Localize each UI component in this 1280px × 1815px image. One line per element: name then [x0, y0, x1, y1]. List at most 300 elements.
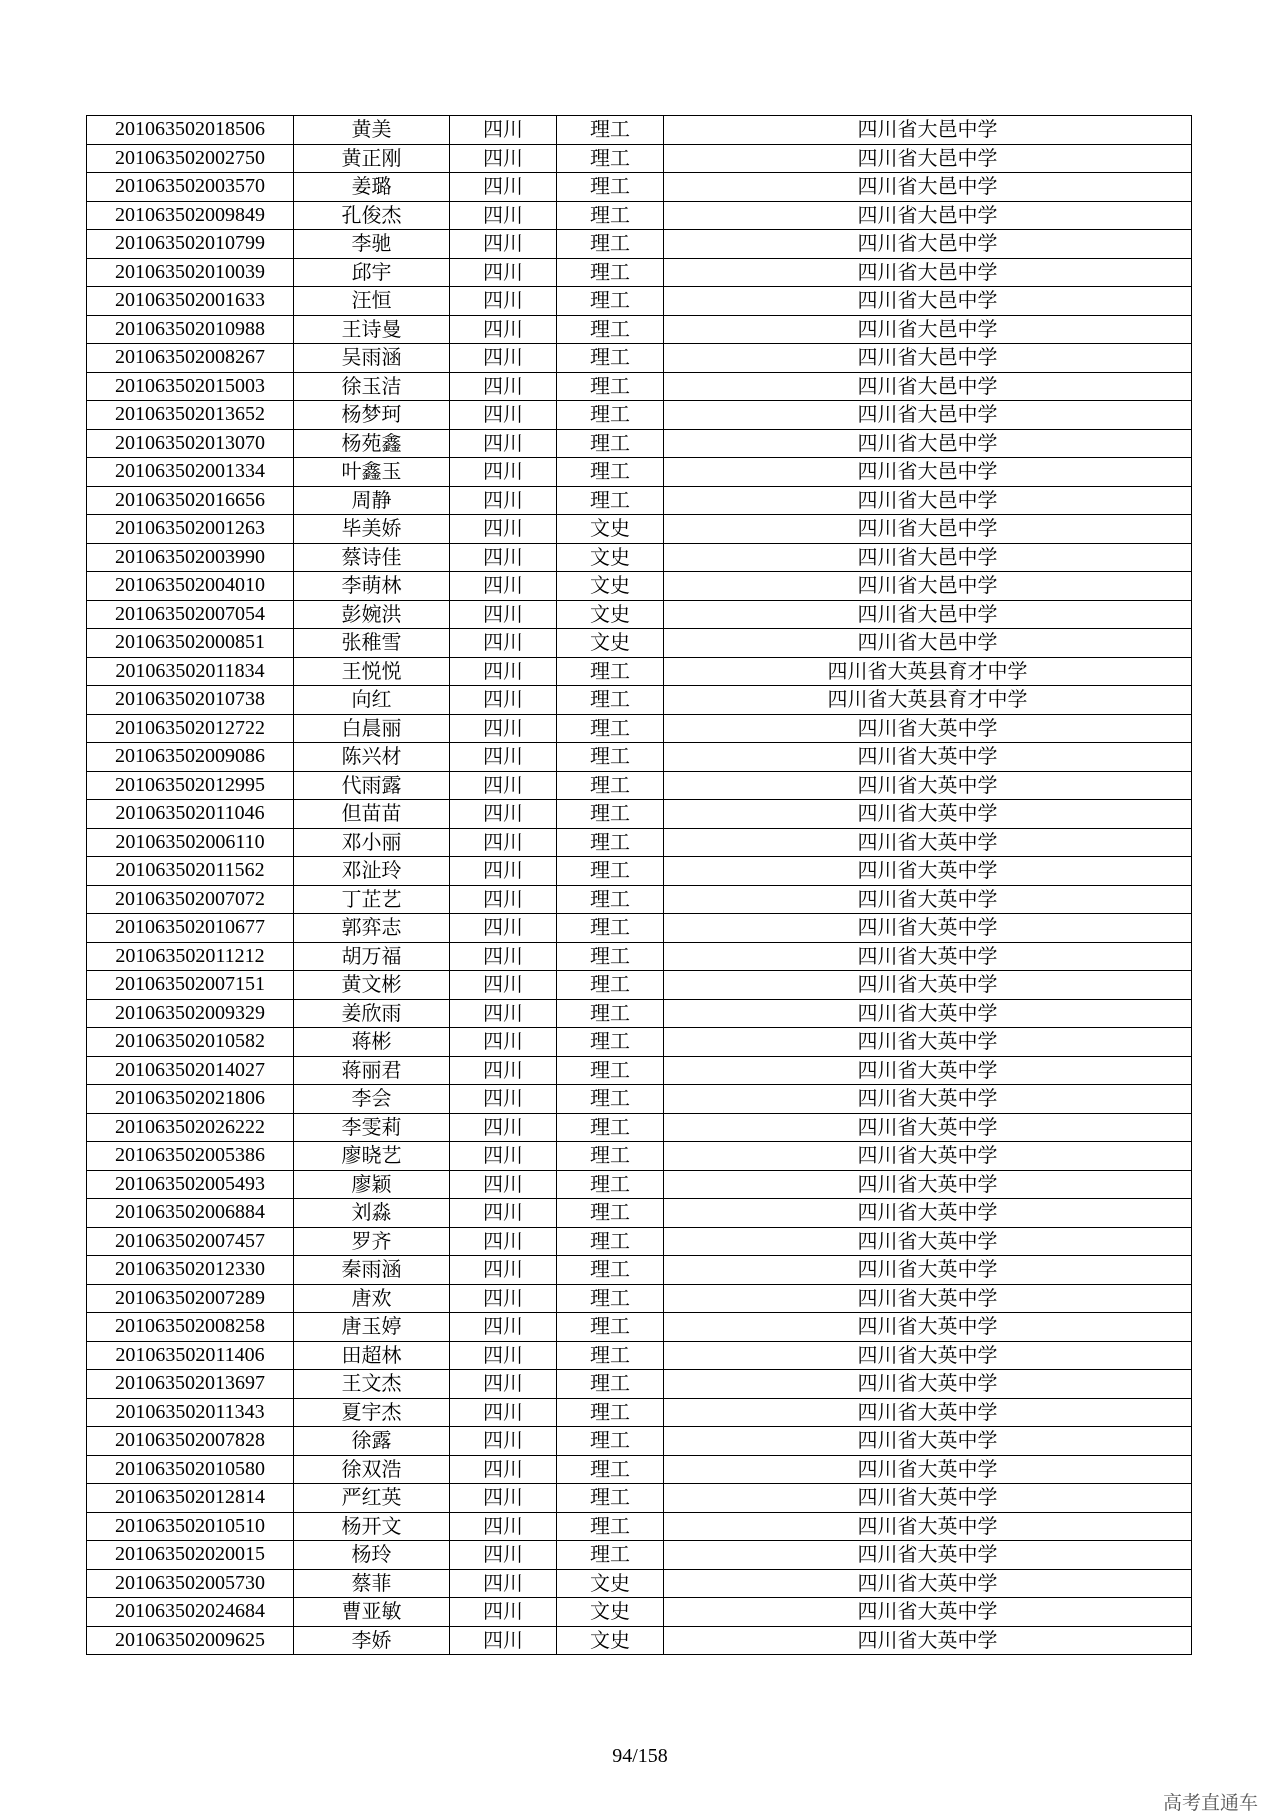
province-cell: 四川	[450, 486, 557, 515]
track-cell: 文史	[557, 600, 664, 629]
table-row	[87, 1398, 1192, 1427]
table-row	[87, 1341, 1192, 1370]
track-cell: 理工	[557, 1085, 664, 1114]
student-name-cell: 代雨露	[294, 771, 450, 800]
school-cell: 四川省大英中学	[664, 1170, 1192, 1199]
table-row	[87, 1256, 1192, 1285]
table-row	[87, 885, 1192, 914]
exam-number-cell: 201063502020015	[87, 1541, 294, 1570]
student-name-cell: 李会	[294, 1085, 450, 1114]
track-cell: 理工	[557, 828, 664, 857]
table-row	[87, 1626, 1192, 1655]
student-name-cell: 刘淼	[294, 1199, 450, 1228]
student-name-cell: 李雯莉	[294, 1113, 450, 1142]
student-name-cell: 曹亚敏	[294, 1598, 450, 1627]
student-name-cell: 王文杰	[294, 1370, 450, 1399]
province-cell: 四川	[450, 1227, 557, 1256]
school-cell: 四川省大英中学	[664, 942, 1192, 971]
track-cell: 理工	[557, 1370, 664, 1399]
province-cell: 四川	[450, 885, 557, 914]
province-cell: 四川	[450, 600, 557, 629]
exam-number-cell: 201063502011406	[87, 1341, 294, 1370]
province-cell: 四川	[450, 116, 557, 145]
table-row	[87, 999, 1192, 1028]
table-row	[87, 771, 1192, 800]
table-row	[87, 258, 1192, 287]
province-cell: 四川	[450, 230, 557, 259]
student-name-cell: 胡万福	[294, 942, 450, 971]
province-cell: 四川	[450, 1598, 557, 1627]
school-cell: 四川省大英中学	[664, 1569, 1192, 1598]
table-row	[87, 1598, 1192, 1627]
province-cell: 四川	[450, 743, 557, 772]
province-cell: 四川	[450, 1142, 557, 1171]
track-cell: 理工	[557, 1313, 664, 1342]
student-name-cell: 徐双浩	[294, 1455, 450, 1484]
province-cell: 四川	[450, 1199, 557, 1228]
exam-number-cell: 201063502021806	[87, 1085, 294, 1114]
track-cell: 文史	[557, 572, 664, 601]
province-cell: 四川	[450, 629, 557, 658]
exam-number-cell: 201063502002750	[87, 144, 294, 173]
province-cell: 四川	[450, 1370, 557, 1399]
exam-number-cell: 201063502013652	[87, 401, 294, 430]
track-cell: 理工	[557, 914, 664, 943]
student-name-cell: 蔡诗佳	[294, 543, 450, 572]
exam-number-cell: 201063502003990	[87, 543, 294, 572]
school-cell: 四川省大英中学	[664, 971, 1192, 1000]
track-cell: 理工	[557, 1427, 664, 1456]
school-cell: 四川省大邑中学	[664, 173, 1192, 202]
exam-number-cell: 201063502015003	[87, 372, 294, 401]
track-cell: 理工	[557, 657, 664, 686]
school-cell: 四川省大英中学	[664, 1541, 1192, 1570]
exam-number-cell: 201063502010510	[87, 1512, 294, 1541]
province-cell: 四川	[450, 572, 557, 601]
exam-number-cell: 201063502014027	[87, 1056, 294, 1085]
exam-number-cell: 201063502012995	[87, 771, 294, 800]
roster-body	[87, 116, 1192, 1655]
student-name-cell: 杨开文	[294, 1512, 450, 1541]
student-name-cell: 蔡菲	[294, 1569, 450, 1598]
school-cell: 四川省大邑中学	[664, 230, 1192, 259]
school-cell: 四川省大英中学	[664, 1056, 1192, 1085]
student-name-cell: 姜欣雨	[294, 999, 450, 1028]
school-cell: 四川省大邑中学	[664, 144, 1192, 173]
student-name-cell: 杨苑鑫	[294, 429, 450, 458]
student-name-cell: 彭婉洪	[294, 600, 450, 629]
exam-number-cell: 201063502011834	[87, 657, 294, 686]
track-cell: 理工	[557, 344, 664, 373]
province-cell: 四川	[450, 1541, 557, 1570]
track-cell: 理工	[557, 1484, 664, 1513]
table-row	[87, 1056, 1192, 1085]
exam-number-cell: 201063502010988	[87, 315, 294, 344]
school-cell: 四川省大英县育才中学	[664, 657, 1192, 686]
table-row	[87, 743, 1192, 772]
school-cell: 四川省大英中学	[664, 1256, 1192, 1285]
exam-number-cell: 201063502000851	[87, 629, 294, 658]
table-row	[87, 315, 1192, 344]
table-row	[87, 486, 1192, 515]
student-name-cell: 邓小丽	[294, 828, 450, 857]
school-cell: 四川省大英中学	[664, 1227, 1192, 1256]
exam-number-cell: 201063502012330	[87, 1256, 294, 1285]
exam-number-cell: 201063502009625	[87, 1626, 294, 1655]
province-cell: 四川	[450, 714, 557, 743]
table-row	[87, 401, 1192, 430]
exam-number-cell: 201063502010677	[87, 914, 294, 943]
student-name-cell: 廖颖	[294, 1170, 450, 1199]
table-row	[87, 629, 1192, 658]
table-row	[87, 971, 1192, 1000]
exam-number-cell: 201063502010039	[87, 258, 294, 287]
province-cell: 四川	[450, 771, 557, 800]
school-cell: 四川省大邑中学	[664, 629, 1192, 658]
student-name-cell: 李娇	[294, 1626, 450, 1655]
exam-number-cell: 201063502008267	[87, 344, 294, 373]
table-row	[87, 1455, 1192, 1484]
table-row	[87, 1227, 1192, 1256]
track-cell: 理工	[557, 857, 664, 886]
school-cell: 四川省大英中学	[664, 1199, 1192, 1228]
table-row	[87, 1142, 1192, 1171]
student-name-cell: 黄美	[294, 116, 450, 145]
track-cell: 文史	[557, 1626, 664, 1655]
exam-number-cell: 201063502005386	[87, 1142, 294, 1171]
school-cell: 四川省大邑中学	[664, 429, 1192, 458]
table-row	[87, 287, 1192, 316]
school-cell: 四川省大邑中学	[664, 201, 1192, 230]
student-name-cell: 汪恒	[294, 287, 450, 316]
exam-number-cell: 201063502010738	[87, 686, 294, 715]
province-cell: 四川	[450, 1569, 557, 1598]
exam-number-cell: 201063502001263	[87, 515, 294, 544]
student-name-cell: 郭弈志	[294, 914, 450, 943]
school-cell: 四川省大英中学	[664, 1085, 1192, 1114]
track-cell: 理工	[557, 372, 664, 401]
school-cell: 四川省大英中学	[664, 1626, 1192, 1655]
school-cell: 四川省大邑中学	[664, 600, 1192, 629]
track-cell: 理工	[557, 201, 664, 230]
province-cell: 四川	[450, 1512, 557, 1541]
student-name-cell: 田超林	[294, 1341, 450, 1370]
track-cell: 理工	[557, 1227, 664, 1256]
track-cell: 理工	[557, 458, 664, 487]
track-cell: 理工	[557, 1142, 664, 1171]
student-name-cell: 蒋彬	[294, 1028, 450, 1057]
track-cell: 理工	[557, 1541, 664, 1570]
student-name-cell: 秦雨涵	[294, 1256, 450, 1285]
table-row	[87, 857, 1192, 886]
province-cell: 四川	[450, 857, 557, 886]
table-row	[87, 344, 1192, 373]
table-row	[87, 1170, 1192, 1199]
student-name-cell: 邓沚玲	[294, 857, 450, 886]
exam-number-cell: 201063502007151	[87, 971, 294, 1000]
exam-number-cell: 201063502010580	[87, 1455, 294, 1484]
exam-number-cell: 201063502009849	[87, 201, 294, 230]
student-name-cell: 吴雨涵	[294, 344, 450, 373]
exam-number-cell: 201063502007289	[87, 1284, 294, 1313]
school-cell: 四川省大英中学	[664, 1512, 1192, 1541]
table-row	[87, 1028, 1192, 1057]
exam-number-cell: 201063502007457	[87, 1227, 294, 1256]
table-row	[87, 201, 1192, 230]
school-cell: 四川省大英中学	[664, 828, 1192, 857]
school-cell: 四川省大邑中学	[664, 486, 1192, 515]
track-cell: 文史	[557, 515, 664, 544]
table-row	[87, 429, 1192, 458]
school-cell: 四川省大英中学	[664, 885, 1192, 914]
track-cell: 理工	[557, 144, 664, 173]
student-name-cell: 孔俊杰	[294, 201, 450, 230]
exam-number-cell: 201063502011562	[87, 857, 294, 886]
province-cell: 四川	[450, 429, 557, 458]
track-cell: 理工	[557, 287, 664, 316]
track-cell: 理工	[557, 971, 664, 1000]
exam-number-cell: 201063502013697	[87, 1370, 294, 1399]
province-cell: 四川	[450, 1085, 557, 1114]
province-cell: 四川	[450, 515, 557, 544]
school-cell: 四川省大英中学	[664, 714, 1192, 743]
table-row	[87, 600, 1192, 629]
table-row	[87, 372, 1192, 401]
province-cell: 四川	[450, 657, 557, 686]
student-name-cell: 向红	[294, 686, 450, 715]
track-cell: 理工	[557, 1199, 664, 1228]
province-cell: 四川	[450, 1455, 557, 1484]
student-name-cell: 周静	[294, 486, 450, 515]
student-name-cell: 蒋丽君	[294, 1056, 450, 1085]
province-cell: 四川	[450, 1113, 557, 1142]
table-row	[87, 914, 1192, 943]
province-cell: 四川	[450, 942, 557, 971]
track-cell: 理工	[557, 800, 664, 829]
student-name-cell: 罗齐	[294, 1227, 450, 1256]
exam-number-cell: 201063502012814	[87, 1484, 294, 1513]
student-name-cell: 夏宇杰	[294, 1398, 450, 1427]
student-name-cell: 姜璐	[294, 173, 450, 202]
track-cell: 理工	[557, 686, 664, 715]
track-cell: 理工	[557, 1056, 664, 1085]
track-cell: 理工	[557, 714, 664, 743]
school-cell: 四川省大邑中学	[664, 372, 1192, 401]
student-name-cell: 李萌林	[294, 572, 450, 601]
province-cell: 四川	[450, 828, 557, 857]
exam-number-cell: 201063502009329	[87, 999, 294, 1028]
table-row	[87, 714, 1192, 743]
student-name-cell: 唐欢	[294, 1284, 450, 1313]
school-cell: 四川省大邑中学	[664, 572, 1192, 601]
school-cell: 四川省大英中学	[664, 914, 1192, 943]
exam-number-cell: 201063502010799	[87, 230, 294, 259]
exam-number-cell: 201063502008258	[87, 1313, 294, 1342]
table-row	[87, 1370, 1192, 1399]
school-cell: 四川省大英中学	[664, 1113, 1192, 1142]
student-name-cell: 张稚雪	[294, 629, 450, 658]
exam-number-cell: 201063502013070	[87, 429, 294, 458]
student-name-cell: 丁芷艺	[294, 885, 450, 914]
school-cell: 四川省大英中学	[664, 800, 1192, 829]
school-cell: 四川省大邑中学	[664, 116, 1192, 145]
school-cell: 四川省大英中学	[664, 1484, 1192, 1513]
table-row	[87, 458, 1192, 487]
track-cell: 理工	[557, 771, 664, 800]
table-row	[87, 800, 1192, 829]
track-cell: 理工	[557, 1341, 664, 1370]
exam-number-cell: 201063502011212	[87, 942, 294, 971]
school-cell: 四川省大英中学	[664, 1028, 1192, 1057]
track-cell: 理工	[557, 1113, 664, 1142]
school-cell: 四川省大邑中学	[664, 287, 1192, 316]
province-cell: 四川	[450, 914, 557, 943]
province-cell: 四川	[450, 315, 557, 344]
student-name-cell: 白晨丽	[294, 714, 450, 743]
track-cell: 理工	[557, 1256, 664, 1285]
school-cell: 四川省大邑中学	[664, 543, 1192, 572]
table-row	[87, 1541, 1192, 1570]
track-cell: 文史	[557, 1598, 664, 1627]
province-cell: 四川	[450, 686, 557, 715]
exam-number-cell: 201063502001633	[87, 287, 294, 316]
province-cell: 四川	[450, 173, 557, 202]
student-name-cell: 徐玉洁	[294, 372, 450, 401]
province-cell: 四川	[450, 1313, 557, 1342]
province-cell: 四川	[450, 1427, 557, 1456]
track-cell: 理工	[557, 486, 664, 515]
table-row	[87, 1484, 1192, 1513]
province-cell: 四川	[450, 458, 557, 487]
student-name-cell: 严红英	[294, 1484, 450, 1513]
page-number: 94/158	[612, 1745, 668, 1767]
exam-number-cell: 201063502006110	[87, 828, 294, 857]
table-row	[87, 543, 1192, 572]
student-name-cell: 黄文彬	[294, 971, 450, 1000]
student-name-cell: 唐玉婷	[294, 1313, 450, 1342]
student-name-cell: 陈兴材	[294, 743, 450, 772]
track-cell: 理工	[557, 230, 664, 259]
table-row	[87, 230, 1192, 259]
province-cell: 四川	[450, 1256, 557, 1285]
table-row	[87, 515, 1192, 544]
track-cell: 文史	[557, 1569, 664, 1598]
school-cell: 四川省大英中学	[664, 771, 1192, 800]
track-cell: 理工	[557, 315, 664, 344]
school-cell: 四川省大英中学	[664, 857, 1192, 886]
track-cell: 理工	[557, 173, 664, 202]
table-row	[87, 572, 1192, 601]
school-cell: 四川省大英中学	[664, 1142, 1192, 1171]
province-cell: 四川	[450, 999, 557, 1028]
student-name-cell: 叶鑫玉	[294, 458, 450, 487]
student-name-cell: 廖晓艺	[294, 1142, 450, 1171]
province-cell: 四川	[450, 800, 557, 829]
province-cell: 四川	[450, 971, 557, 1000]
track-cell: 理工	[557, 116, 664, 145]
table-row	[87, 1512, 1192, 1541]
track-cell: 理工	[557, 885, 664, 914]
province-cell: 四川	[450, 1170, 557, 1199]
student-name-cell: 但苗苗	[294, 800, 450, 829]
student-name-cell: 毕美娇	[294, 515, 450, 544]
table-row	[87, 942, 1192, 971]
student-name-cell: 李驰	[294, 230, 450, 259]
province-cell: 四川	[450, 1028, 557, 1057]
exam-number-cell: 201063502010582	[87, 1028, 294, 1057]
exam-number-cell: 201063502001334	[87, 458, 294, 487]
table-row	[87, 1284, 1192, 1313]
track-cell: 理工	[557, 1512, 664, 1541]
exam-number-cell: 201063502003570	[87, 173, 294, 202]
exam-number-cell: 201063502007072	[87, 885, 294, 914]
province-cell: 四川	[450, 144, 557, 173]
student-name-cell: 王悦悦	[294, 657, 450, 686]
track-cell: 理工	[557, 942, 664, 971]
table-row	[87, 686, 1192, 715]
school-cell: 四川省大邑中学	[664, 258, 1192, 287]
province-cell: 四川	[450, 258, 557, 287]
table-row	[87, 1569, 1192, 1598]
province-cell: 四川	[450, 287, 557, 316]
track-cell: 理工	[557, 1455, 664, 1484]
province-cell: 四川	[450, 401, 557, 430]
track-cell: 文史	[557, 629, 664, 658]
exam-number-cell: 201063502026222	[87, 1113, 294, 1142]
roster-table	[86, 115, 1192, 1655]
school-cell: 四川省大英中学	[664, 1313, 1192, 1342]
school-cell: 四川省大英中学	[664, 999, 1192, 1028]
table-row	[87, 1085, 1192, 1114]
track-cell: 理工	[557, 743, 664, 772]
exam-number-cell: 201063502011046	[87, 800, 294, 829]
student-name-cell: 杨玲	[294, 1541, 450, 1570]
table-row	[87, 1113, 1192, 1142]
school-cell: 四川省大英中学	[664, 1455, 1192, 1484]
exam-number-cell: 201063502005493	[87, 1170, 294, 1199]
table-row	[87, 1313, 1192, 1342]
province-cell: 四川	[450, 543, 557, 572]
track-cell: 理工	[557, 999, 664, 1028]
track-cell: 理工	[557, 1028, 664, 1057]
exam-number-cell: 201063502011343	[87, 1398, 294, 1427]
province-cell: 四川	[450, 1398, 557, 1427]
school-cell: 四川省大邑中学	[664, 315, 1192, 344]
track-cell: 理工	[557, 1284, 664, 1313]
school-cell: 四川省大邑中学	[664, 515, 1192, 544]
table-row	[87, 116, 1192, 145]
exam-number-cell: 201063502006884	[87, 1199, 294, 1228]
school-cell: 四川省大英中学	[664, 1341, 1192, 1370]
exam-number-cell: 201063502005730	[87, 1569, 294, 1598]
table-row	[87, 828, 1192, 857]
exam-number-cell: 201063502018506	[87, 116, 294, 145]
province-cell: 四川	[450, 201, 557, 230]
table-row	[87, 144, 1192, 173]
school-cell: 四川省大英中学	[664, 743, 1192, 772]
school-cell: 四川省大英县育才中学	[664, 686, 1192, 715]
province-cell: 四川	[450, 1341, 557, 1370]
province-cell: 四川	[450, 1056, 557, 1085]
school-cell: 四川省大英中学	[664, 1427, 1192, 1456]
province-cell: 四川	[450, 1626, 557, 1655]
track-cell: 理工	[557, 258, 664, 287]
school-cell: 四川省大英中学	[664, 1598, 1192, 1627]
track-cell: 理工	[557, 401, 664, 430]
school-cell: 四川省大英中学	[664, 1370, 1192, 1399]
track-cell: 理工	[557, 429, 664, 458]
exam-number-cell: 201063502024684	[87, 1598, 294, 1627]
